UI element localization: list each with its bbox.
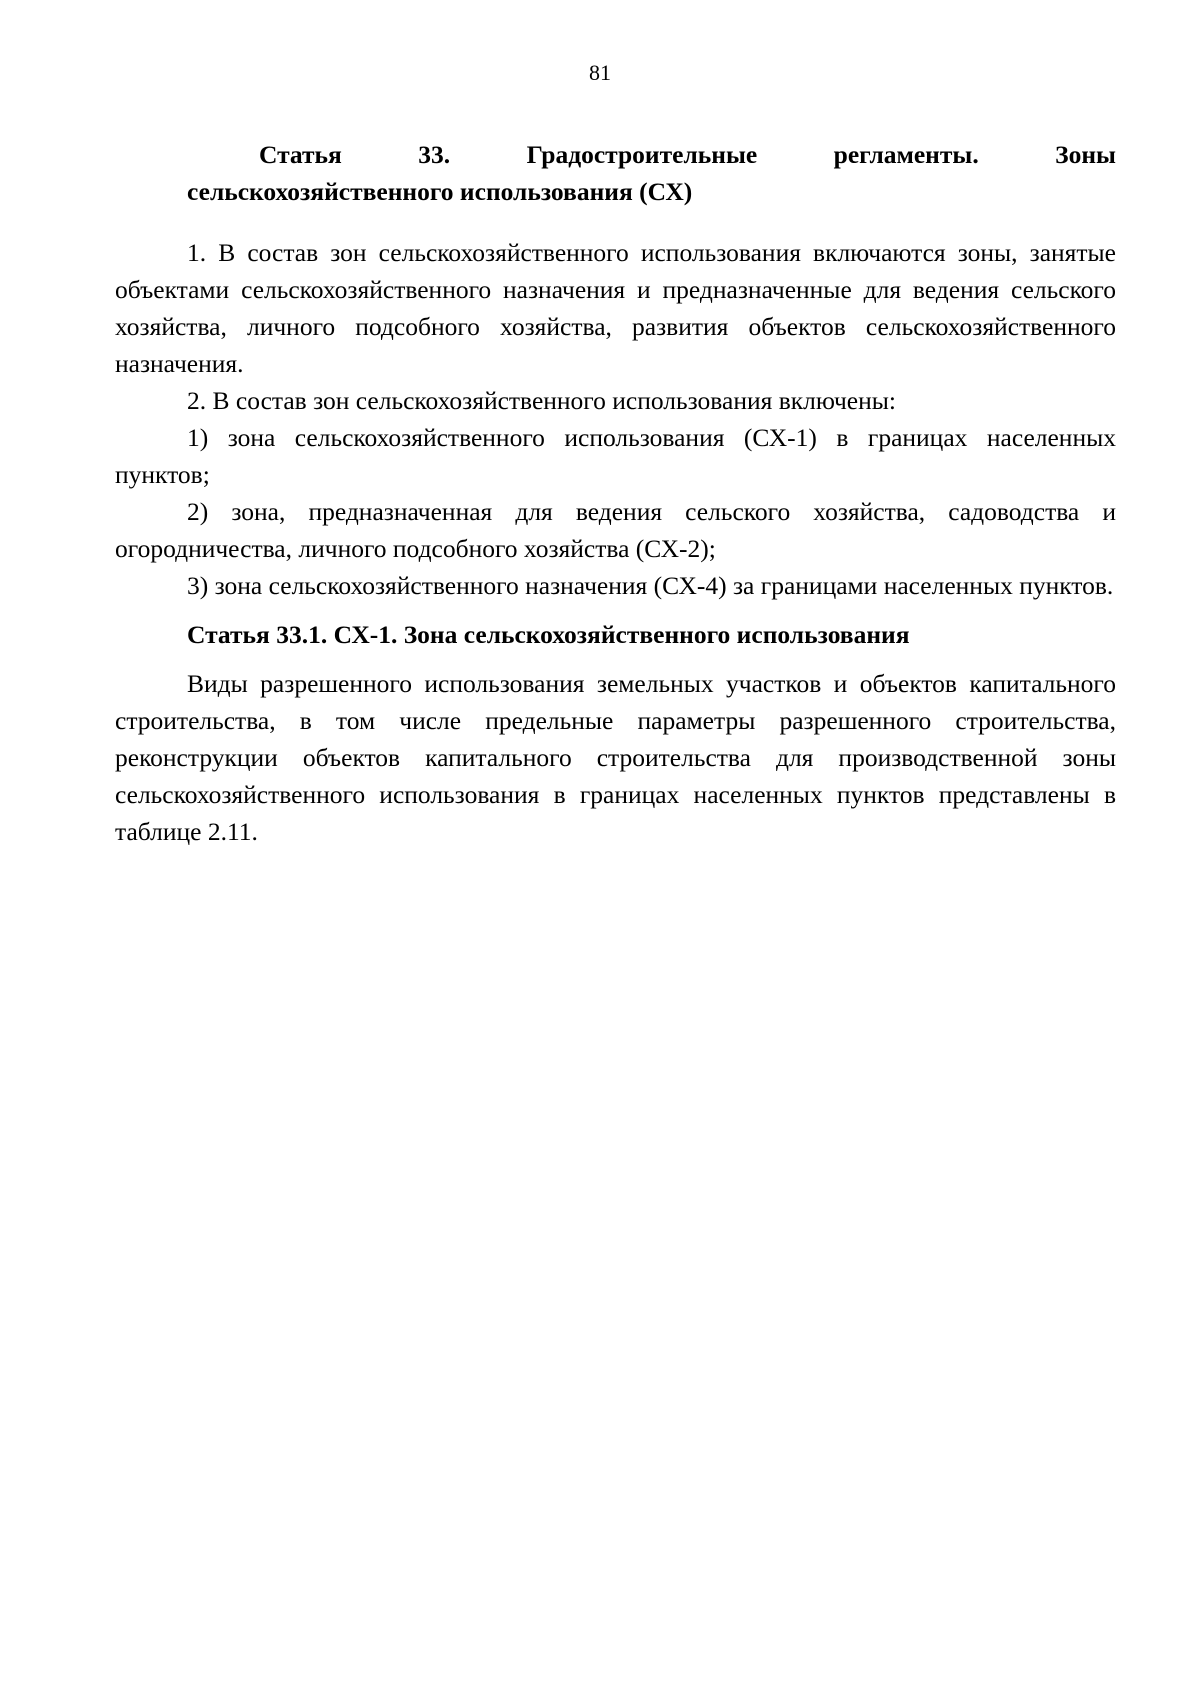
article-33-title-line2: сельскохозяйственного использования (СХ) [187, 177, 693, 206]
article-33-title-line1 [115, 136, 1116, 173]
page-number: 81 [589, 60, 611, 85]
article-33-paragraph-2: 2. В состав зон сельскохозяйственного использования включены: [187, 386, 896, 415]
article-33-title-word: Градостроительные [526, 140, 758, 169]
article-33-title-word: 33. [418, 140, 451, 169]
page-content [115, 136, 1116, 850]
spacer [115, 210, 1116, 234]
article-33-title-word: регламенты. [833, 140, 979, 169]
article-33-1-title: Статья 33.1. СХ-1. Зона сельскохозяйственного использования [187, 620, 910, 649]
article-33-list-item-2: 2) зона, предназначенная для ведения сельского хозяйства, садоводства и огородничества, личного подсобного хозяйства (СХ-2); [115, 497, 1116, 563]
article-33-title-word: Статья [259, 140, 342, 169]
article-33-paragraph-1: 1. В состав зон сельскохозяйственного использования включаются зоны, занятые объектами сельскохозяйственного назначения и предназначенные для ведения сельского хозяйства, личного подсобного хозяйства, развития объектов сельскохозяйственного назначения. [115, 238, 1116, 378]
article-33-title [115, 136, 1116, 210]
article-33-list-item-3: 3) зона сельскохозяйственного назначения (СХ-4) за границами населенных пунктов. [187, 571, 1114, 600]
article-33-1-paragraph-1: Виды разрешенного использования земельных участков и объектов капитального строительства, в том числе предельные параметры разрешенного строительства, реконструкции объектов капитального строительства для производственной зоны сельскохозяйственного использования в границах населенных пунктов представлены в таблице 2.11. [115, 669, 1116, 846]
article-33-list-item-1: 1) зона сельскохозяйственного использования (СХ-1) в границах населенных пунктов; [115, 423, 1116, 489]
article-33-title-word: Зоны [1055, 140, 1116, 169]
